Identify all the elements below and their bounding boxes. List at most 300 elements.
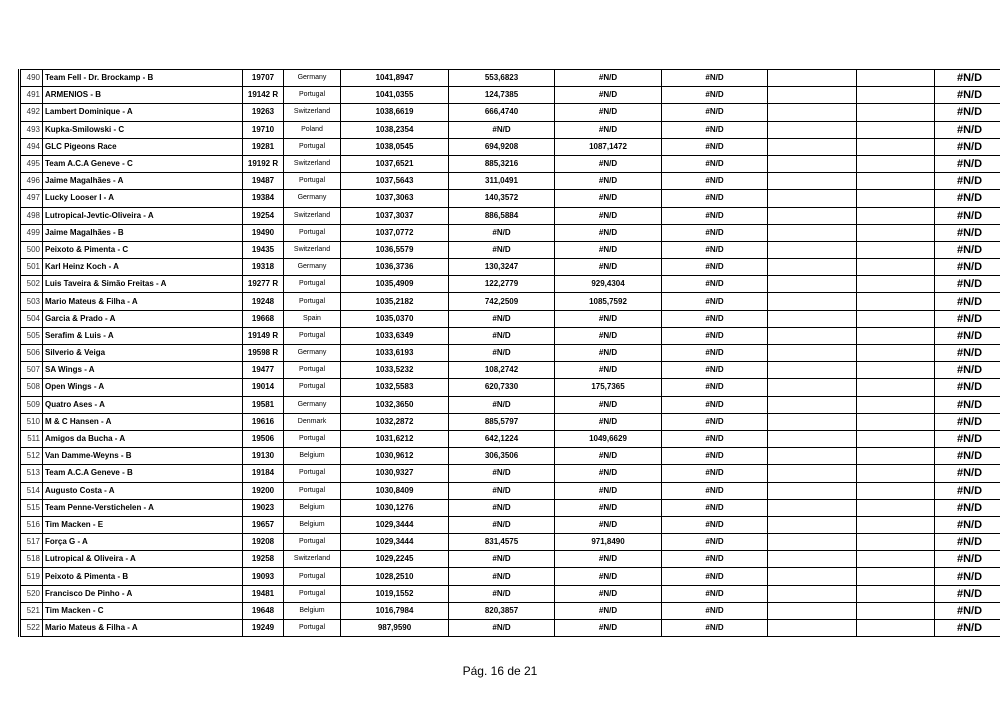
value-col-1: 1035,2182 (341, 293, 449, 310)
value-col-5 (768, 499, 857, 516)
value-col-2: 108,2742 (449, 362, 555, 379)
value-col-7: #N/D (935, 190, 1000, 207)
value-col-1: 1030,8409 (341, 482, 449, 499)
value-col-3: #N/D (555, 499, 662, 516)
table-row (20, 310, 1000, 327)
value-col-1: 1038,6619 (341, 104, 449, 121)
value-col-5 (768, 396, 857, 413)
row-position: 516 (20, 516, 43, 533)
value-col-4: #N/D (662, 241, 768, 258)
value-col-6 (857, 585, 935, 602)
value-col-2: 642,1224 (449, 430, 555, 447)
value-col-5 (768, 190, 857, 207)
value-col-6 (857, 224, 935, 241)
team-name: Peixoto & Pimenta - C (43, 241, 243, 258)
value-col-6 (857, 293, 935, 310)
country: Switzerland (284, 104, 341, 121)
value-col-6 (857, 482, 935, 499)
table-row (20, 516, 1000, 533)
row-position: 508 (20, 379, 43, 396)
value-col-3: #N/D (555, 362, 662, 379)
row-position: 502 (20, 276, 43, 293)
results-table (18, 69, 1000, 637)
value-col-5 (768, 224, 857, 241)
value-col-3: 971,8490 (555, 534, 662, 551)
ring-number: 19249 (243, 620, 284, 637)
value-col-5 (768, 276, 857, 293)
value-col-3: 1049,6629 (555, 430, 662, 447)
row-position: 507 (20, 362, 43, 379)
country: Germany (284, 396, 341, 413)
value-col-7: #N/D (935, 585, 1000, 602)
value-col-7: #N/D (935, 345, 1000, 362)
country: Denmark (284, 413, 341, 430)
country: Belgium (284, 499, 341, 516)
value-col-3: #N/D (555, 345, 662, 362)
country: Switzerland (284, 207, 341, 224)
value-col-3: 929,4304 (555, 276, 662, 293)
ring-number: 19506 (243, 430, 284, 447)
value-col-1: 1036,5579 (341, 241, 449, 258)
value-col-7: #N/D (935, 362, 1000, 379)
team-name: Lutropical & Oliveira - A (43, 551, 243, 568)
row-position: 519 (20, 568, 43, 585)
value-col-3: #N/D (555, 241, 662, 258)
value-col-7: #N/D (935, 379, 1000, 396)
table-row (20, 620, 1000, 637)
value-col-3: #N/D (555, 259, 662, 276)
value-col-3: #N/D (555, 465, 662, 482)
ring-number: 19263 (243, 104, 284, 121)
value-col-4: #N/D (662, 207, 768, 224)
value-col-4: #N/D (662, 379, 768, 396)
value-col-4: #N/D (662, 534, 768, 551)
country: Portugal (284, 138, 341, 155)
value-col-2: #N/D (449, 396, 555, 413)
value-col-7: #N/D (935, 534, 1000, 551)
table-row (20, 430, 1000, 447)
value-col-3: #N/D (555, 155, 662, 172)
ring-number: 19477 (243, 362, 284, 379)
value-col-4: #N/D (662, 568, 768, 585)
value-col-1: 1037,5643 (341, 173, 449, 190)
value-col-3: 1085,7592 (555, 293, 662, 310)
ring-number: 19598 R (243, 345, 284, 362)
country: Portugal (284, 585, 341, 602)
country: Portugal (284, 430, 341, 447)
value-col-7: #N/D (935, 396, 1000, 413)
table-row (20, 585, 1000, 602)
value-col-1: 1032,3650 (341, 396, 449, 413)
table-row (20, 327, 1000, 344)
value-col-2: 553,6823 (449, 70, 555, 87)
value-col-3: #N/D (555, 70, 662, 87)
table-row (20, 241, 1000, 258)
value-col-7: #N/D (935, 173, 1000, 190)
value-col-1: 1038,2354 (341, 121, 449, 138)
value-col-7: #N/D (935, 70, 1000, 87)
ring-number: 19657 (243, 516, 284, 533)
row-position: 492 (20, 104, 43, 121)
value-col-4: #N/D (662, 499, 768, 516)
team-name: Quatro Ases - A (43, 396, 243, 413)
table-row (20, 448, 1000, 465)
value-col-6 (857, 173, 935, 190)
table-row (20, 499, 1000, 516)
value-col-2: 122,2779 (449, 276, 555, 293)
value-col-2: #N/D (449, 241, 555, 258)
value-col-4: #N/D (662, 430, 768, 447)
team-name: Van Damme-Weyns - B (43, 448, 243, 465)
team-name: Jaime Magalhães - B (43, 224, 243, 241)
country: Portugal (284, 620, 341, 637)
row-position: 495 (20, 155, 43, 172)
value-col-4: #N/D (662, 259, 768, 276)
team-name: Lambert Dominique - A (43, 104, 243, 121)
ring-number: 19184 (243, 465, 284, 482)
team-name: Amigos da Bucha - A (43, 430, 243, 447)
value-col-6 (857, 121, 935, 138)
ring-number: 19192 R (243, 155, 284, 172)
value-col-1: 1037,6521 (341, 155, 449, 172)
value-col-2: 311,0491 (449, 173, 555, 190)
team-name: Team A.C.A Geneve - C (43, 155, 243, 172)
value-col-7: #N/D (935, 499, 1000, 516)
country: Portugal (284, 173, 341, 190)
value-col-2: #N/D (449, 327, 555, 344)
value-col-6 (857, 602, 935, 619)
value-col-4: #N/D (662, 516, 768, 533)
value-col-7: #N/D (935, 259, 1000, 276)
value-col-5 (768, 602, 857, 619)
value-col-7: #N/D (935, 104, 1000, 121)
value-col-6 (857, 190, 935, 207)
value-col-4: #N/D (662, 396, 768, 413)
value-col-5 (768, 155, 857, 172)
table-row (20, 155, 1000, 172)
value-col-7: #N/D (935, 327, 1000, 344)
value-col-7: #N/D (935, 568, 1000, 585)
table-row (20, 465, 1000, 482)
value-col-4: #N/D (662, 70, 768, 87)
value-col-2: 140,3572 (449, 190, 555, 207)
table-row (20, 413, 1000, 430)
value-col-6 (857, 207, 935, 224)
value-col-5 (768, 87, 857, 104)
value-col-6 (857, 138, 935, 155)
row-position: 505 (20, 327, 43, 344)
value-col-5 (768, 173, 857, 190)
country: Portugal (284, 293, 341, 310)
value-col-6 (857, 396, 935, 413)
row-position: 504 (20, 310, 43, 327)
value-col-6 (857, 155, 935, 172)
country: Portugal (284, 362, 341, 379)
ring-number: 19318 (243, 259, 284, 276)
value-col-2: 831,4575 (449, 534, 555, 551)
value-col-7: #N/D (935, 448, 1000, 465)
value-col-3: 1087,1472 (555, 138, 662, 155)
row-position: 515 (20, 499, 43, 516)
value-col-4: #N/D (662, 448, 768, 465)
value-col-5 (768, 138, 857, 155)
value-col-1: 1030,1276 (341, 499, 449, 516)
ring-number: 19668 (243, 310, 284, 327)
value-col-2: #N/D (449, 568, 555, 585)
value-col-5 (768, 70, 857, 87)
value-col-3: #N/D (555, 104, 662, 121)
table-row (20, 138, 1000, 155)
value-col-2: #N/D (449, 310, 555, 327)
row-position: 518 (20, 551, 43, 568)
table-row (20, 396, 1000, 413)
value-col-3: #N/D (555, 568, 662, 585)
value-col-3: #N/D (555, 121, 662, 138)
value-col-1: 1033,6193 (341, 345, 449, 362)
value-col-5 (768, 568, 857, 585)
row-position: 509 (20, 396, 43, 413)
value-col-1: 1035,4909 (341, 276, 449, 293)
value-col-6 (857, 620, 935, 637)
value-col-5 (768, 362, 857, 379)
value-col-7: #N/D (935, 310, 1000, 327)
value-col-7: #N/D (935, 138, 1000, 155)
value-col-4: #N/D (662, 551, 768, 568)
value-col-1: 1030,9327 (341, 465, 449, 482)
value-col-1: 1033,6349 (341, 327, 449, 344)
ring-number: 19149 R (243, 327, 284, 344)
ring-number: 19616 (243, 413, 284, 430)
value-col-1: 1032,5583 (341, 379, 449, 396)
country: Switzerland (284, 155, 341, 172)
value-col-5 (768, 379, 857, 396)
row-position: 493 (20, 121, 43, 138)
value-col-1: 1037,3063 (341, 190, 449, 207)
table-row (20, 190, 1000, 207)
value-col-5 (768, 482, 857, 499)
country: Portugal (284, 224, 341, 241)
value-col-6 (857, 413, 935, 430)
value-col-4: #N/D (662, 121, 768, 138)
results-table-body (20, 70, 1000, 637)
ring-number: 19130 (243, 448, 284, 465)
row-position: 503 (20, 293, 43, 310)
value-col-5 (768, 430, 857, 447)
value-col-1: 1038,0545 (341, 138, 449, 155)
value-col-2: 694,9208 (449, 138, 555, 155)
value-col-3: #N/D (555, 585, 662, 602)
value-col-1: 1041,8947 (341, 70, 449, 87)
team-name: SA Wings - A (43, 362, 243, 379)
team-name: Mario Mateus & Filha - A (43, 620, 243, 637)
value-col-6 (857, 327, 935, 344)
row-position: 496 (20, 173, 43, 190)
row-position: 494 (20, 138, 43, 155)
ring-number: 19481 (243, 585, 284, 602)
team-name: M & C Hansen - A (43, 413, 243, 430)
value-col-2: 124,7385 (449, 87, 555, 104)
table-row (20, 104, 1000, 121)
row-position: 499 (20, 224, 43, 241)
country: Germany (284, 259, 341, 276)
value-col-3: #N/D (555, 516, 662, 533)
row-position: 510 (20, 413, 43, 430)
value-col-2: 885,3216 (449, 155, 555, 172)
team-name: Tim Macken - E (43, 516, 243, 533)
table-row (20, 173, 1000, 190)
country: Spain (284, 310, 341, 327)
value-col-4: #N/D (662, 190, 768, 207)
team-name: Tim Macken - C (43, 602, 243, 619)
value-col-3: #N/D (555, 207, 662, 224)
value-col-6 (857, 568, 935, 585)
table-row (20, 121, 1000, 138)
value-col-3: 175,7365 (555, 379, 662, 396)
results-sheet (18, 69, 982, 637)
value-col-2: #N/D (449, 499, 555, 516)
value-col-4: #N/D (662, 310, 768, 327)
table-row (20, 534, 1000, 551)
table-row (20, 70, 1000, 87)
team-name: Força G - A (43, 534, 243, 551)
country: Portugal (284, 379, 341, 396)
team-name: Garcia & Prado - A (43, 310, 243, 327)
team-name: Lucky Looser I - A (43, 190, 243, 207)
value-col-3: #N/D (555, 173, 662, 190)
value-col-1: 1029,2245 (341, 551, 449, 568)
value-col-7: #N/D (935, 413, 1000, 430)
value-col-7: #N/D (935, 551, 1000, 568)
value-col-1: 1016,7984 (341, 602, 449, 619)
value-col-6 (857, 551, 935, 568)
value-col-5 (768, 241, 857, 258)
value-col-6 (857, 465, 935, 482)
team-name: ARMENIOS - B (43, 87, 243, 104)
value-col-5 (768, 516, 857, 533)
country: Belgium (284, 516, 341, 533)
value-col-5 (768, 104, 857, 121)
value-col-4: #N/D (662, 293, 768, 310)
country: Portugal (284, 87, 341, 104)
team-name: GLC Pigeons Race (43, 138, 243, 155)
team-name: Silverio & Veiga (43, 345, 243, 362)
value-col-2: 742,2509 (449, 293, 555, 310)
value-col-2: 130,3247 (449, 259, 555, 276)
table-row (20, 293, 1000, 310)
value-col-6 (857, 241, 935, 258)
country: Belgium (284, 448, 341, 465)
country: Portugal (284, 482, 341, 499)
row-position: 521 (20, 602, 43, 619)
value-col-6 (857, 276, 935, 293)
ring-number: 19435 (243, 241, 284, 258)
page-number: Pág. 16 de 21 (462, 664, 538, 678)
value-col-3: #N/D (555, 224, 662, 241)
row-position: 498 (20, 207, 43, 224)
team-name: Open Wings - A (43, 379, 243, 396)
value-col-2: 885,5797 (449, 413, 555, 430)
value-col-2: 620,7330 (449, 379, 555, 396)
row-position: 501 (20, 259, 43, 276)
value-col-4: #N/D (662, 482, 768, 499)
ring-number: 19200 (243, 482, 284, 499)
value-col-6 (857, 516, 935, 533)
value-col-1: 1029,3444 (341, 534, 449, 551)
country: Poland (284, 121, 341, 138)
value-col-4: #N/D (662, 602, 768, 619)
country: Switzerland (284, 551, 341, 568)
ring-number: 19710 (243, 121, 284, 138)
row-position: 514 (20, 482, 43, 499)
ring-number: 19490 (243, 224, 284, 241)
row-position: 512 (20, 448, 43, 465)
row-position: 490 (20, 70, 43, 87)
row-position: 517 (20, 534, 43, 551)
value-col-2: 666,4740 (449, 104, 555, 121)
table-row (20, 568, 1000, 585)
value-col-3: #N/D (555, 396, 662, 413)
value-col-7: #N/D (935, 207, 1000, 224)
value-col-4: #N/D (662, 362, 768, 379)
value-col-7: #N/D (935, 224, 1000, 241)
value-col-4: #N/D (662, 620, 768, 637)
value-col-4: #N/D (662, 87, 768, 104)
ring-number: 19023 (243, 499, 284, 516)
value-col-1: 1035,0370 (341, 310, 449, 327)
value-col-2: #N/D (449, 465, 555, 482)
value-col-5 (768, 345, 857, 362)
country: Portugal (284, 534, 341, 551)
table-row (20, 259, 1000, 276)
value-col-3: #N/D (555, 551, 662, 568)
country: Portugal (284, 327, 341, 344)
ring-number: 19281 (243, 138, 284, 155)
value-col-7: #N/D (935, 276, 1000, 293)
ring-number: 19142 R (243, 87, 284, 104)
value-col-6 (857, 379, 935, 396)
value-col-2: #N/D (449, 620, 555, 637)
team-name: Kupka-Smilowski - C (43, 121, 243, 138)
country: Portugal (284, 465, 341, 482)
value-col-1: 1037,0772 (341, 224, 449, 241)
value-col-1: 1033,5232 (341, 362, 449, 379)
value-col-2: 306,3506 (449, 448, 555, 465)
value-col-6 (857, 362, 935, 379)
table-row (20, 551, 1000, 568)
value-col-3: #N/D (555, 310, 662, 327)
value-col-5 (768, 207, 857, 224)
row-position: 491 (20, 87, 43, 104)
row-position: 520 (20, 585, 43, 602)
table-row (20, 482, 1000, 499)
value-col-5 (768, 448, 857, 465)
ring-number: 19707 (243, 70, 284, 87)
value-col-3: #N/D (555, 190, 662, 207)
table-row (20, 379, 1000, 396)
value-col-1: 1028,2510 (341, 568, 449, 585)
value-col-4: #N/D (662, 104, 768, 121)
value-col-4: #N/D (662, 173, 768, 190)
value-col-6 (857, 448, 935, 465)
country: Germany (284, 190, 341, 207)
value-col-5 (768, 551, 857, 568)
value-col-5 (768, 585, 857, 602)
team-name: Peixoto & Pimenta - B (43, 568, 243, 585)
table-row (20, 276, 1000, 293)
ring-number: 19258 (243, 551, 284, 568)
ring-number: 19384 (243, 190, 284, 207)
value-col-5 (768, 293, 857, 310)
